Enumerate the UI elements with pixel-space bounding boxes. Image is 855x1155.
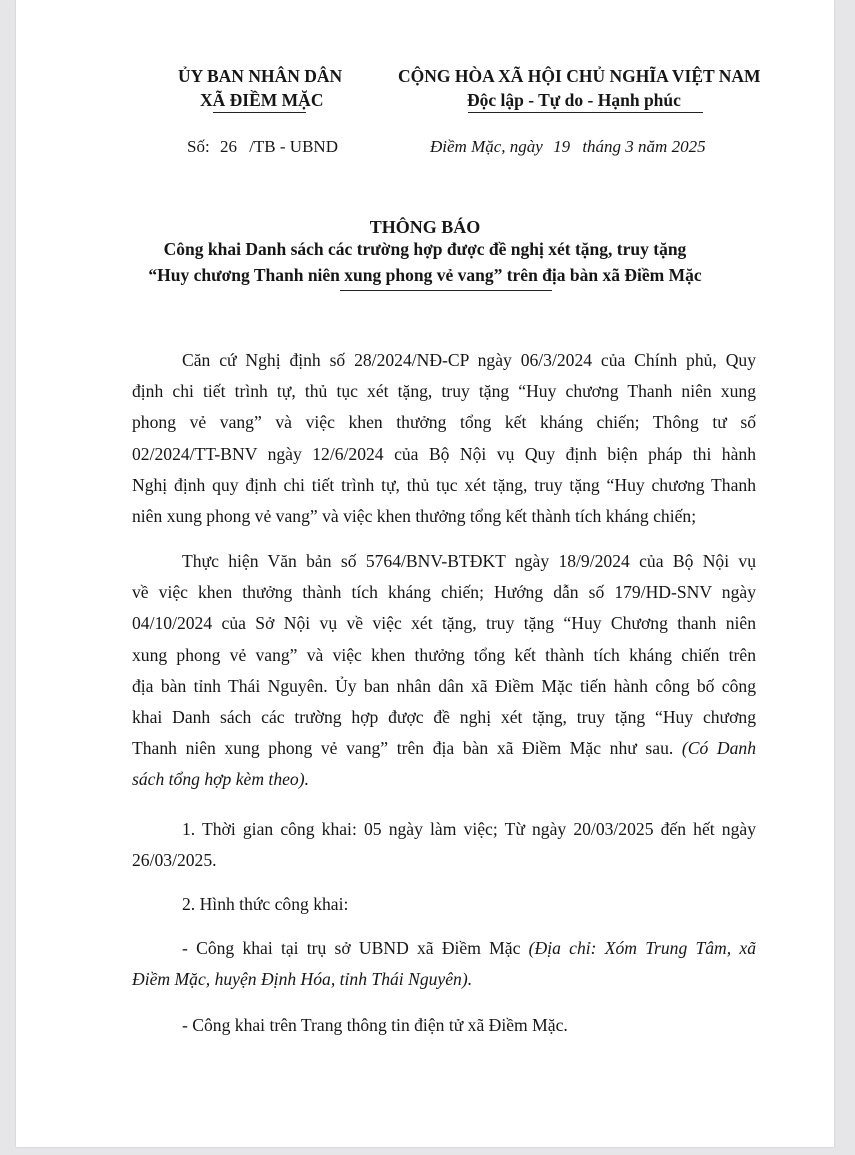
notice-subtitle-line2: “Huy chương Thanh niên xung phong vẻ vang” trên địa bàn xã Điềm Mặc — [148, 265, 702, 285]
address-note-start: (Địa chỉ: Xóm Trung Tâm, xã — [528, 938, 756, 958]
issuer-commune: XÃ ĐIỀM MẶC — [200, 90, 324, 110]
paragraph-line: về việc khen thưởng thành tích kháng chiến; Hướng dẫn số 179/HD-SNV ngày — [132, 582, 756, 603]
paragraph-line: xung phong vẻ vang” và việc khen thưởng tổng kết thành tích kháng chiến trên — [132, 644, 756, 665]
bullet-line: - Công khai trên Trang thông tin điện tử xã Điềm Mặc. — [182, 1015, 568, 1035]
paragraph-line: 04/10/2024 của Sở Nội vụ về việc xét tặng, truy tặng “Huy Chương thanh niên — [132, 613, 756, 634]
item-disclosure-period — [132, 814, 756, 876]
issuer-name: ỦY BAN NHÂN DÂN — [178, 66, 343, 86]
motto-underline — [468, 112, 703, 113]
notice-heading: THÔNG BÁO — [369, 217, 481, 237]
paragraph-line: Nghị định quy định chi tiết trình tự, thủ tục xét tặng, truy tặng “Huy chương Thanh — [132, 474, 756, 495]
paragraph-line: Thực hiện Văn bản số 5764/BNV-BTĐKT ngày 18/9/2024 của Bộ Nội vụ — [182, 551, 756, 571]
paragraph-line: phong vẻ vang” và việc khen thưởng tổng kết kháng chiến; Thông tư số — [132, 412, 756, 433]
paragraph-line: địa bàn tỉnh Thái Nguyên. Ủy ban nhân dân xã Điềm Mặc tiến hành công bố công — [132, 675, 756, 696]
date-day: 19 — [553, 137, 571, 156]
national-motto: Độc lập - Tự do - Hạnh phúc — [467, 90, 681, 110]
issuer-underline — [213, 112, 306, 113]
paragraph-line: 02/2024/TT-BNV ngày 12/6/2024 của Bộ Nội vụ Quy định biện pháp thi hành — [132, 443, 756, 464]
paragraph-implementation — [132, 546, 756, 796]
paragraph-line-with-italic — [132, 733, 756, 764]
doc-number-value: 26 — [219, 137, 237, 156]
place-date — [430, 137, 706, 157]
item-line: 26/03/2025. — [132, 850, 217, 871]
address-note-end: Điềm Mặc, huyện Định Hóa, tỉnh Thái Nguyên). — [132, 969, 473, 990]
item-line: 2. Hình thức công khai: — [182, 894, 349, 914]
paragraph-line: định chi tiết trình tự, thủ tục xét tặng, truy tặng “Huy chương Thanh niên xung — [132, 381, 756, 402]
paragraph-line: niên xung phong vẻ vang” và việc khen thưởng tổng kết thành tích kháng chiến; — [132, 505, 697, 526]
paragraph-line: khai Danh sách các trường hợp được đề nghị xét tặng, truy tặng “Huy chương — [132, 706, 756, 727]
national-title: CỘNG HÒA XÃ HỘI CHỦ NGHĨA VIỆT NAM — [398, 66, 761, 86]
doc-number-suffix: /TB - UBND — [249, 137, 338, 156]
bullet-line — [132, 933, 756, 964]
bullet-text: - Công khai tại trụ sở UBND xã Điềm Mặc — [182, 938, 521, 958]
title-underline — [340, 290, 552, 291]
bullet-web-disclosure — [132, 1010, 756, 1041]
paragraph-legal-basis — [132, 345, 756, 532]
paragraph-text: Thanh niên xung phong vẻ vang” trên địa bàn xã Điềm Mặc như sau. — [132, 738, 674, 759]
bullet-office-disclosure — [132, 933, 756, 995]
paragraph-line: Căn cứ Nghị định số 28/2024/NĐ-CP ngày 06/3/2024 của Chính phủ, Quy — [182, 350, 756, 370]
doc-number-prefix: Số: — [187, 137, 210, 156]
place-date-suffix: tháng 3 năm 2025 — [582, 137, 706, 156]
item-disclosure-form — [132, 889, 756, 920]
notice-subtitle-line1: Công khai Danh sách các trường hợp được đề nghị xét tặng, truy tặng — [163, 239, 687, 259]
place-date-prefix: Điềm Mặc, ngày — [430, 137, 543, 156]
document-number — [187, 137, 338, 157]
attachment-note-start: (Có Danh — [681, 738, 756, 759]
attachment-note-end: sách tổng hợp kèm theo). — [132, 769, 309, 790]
item-line: 1. Thời gian công khai: 05 ngày làm việc; Từ ngày 20/03/2025 đến hết ngày — [182, 819, 756, 839]
